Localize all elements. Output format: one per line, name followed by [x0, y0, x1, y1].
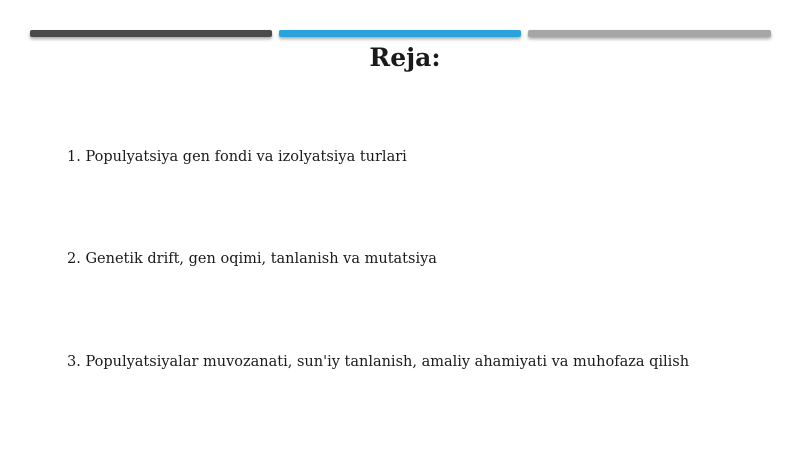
slide-title: Reja: — [369, 43, 441, 72]
accent-bar-gray — [528, 30, 771, 37]
accent-bar-dark — [30, 30, 272, 37]
plan-item-2: 2. Genetik drift, gen oqimi, tanlanish va mutatsiya — [67, 251, 437, 267]
accent-bar-blue — [279, 30, 521, 37]
plan-item-1: 1. Populyatsiya gen fondi va izolyatsiya turlari — [67, 149, 407, 165]
plan-item-3: 3. Populyatsiyalar muvozanati, sun'iy tanlanish, amaliy ahamiyati va muhofaza qilish — [67, 354, 690, 370]
